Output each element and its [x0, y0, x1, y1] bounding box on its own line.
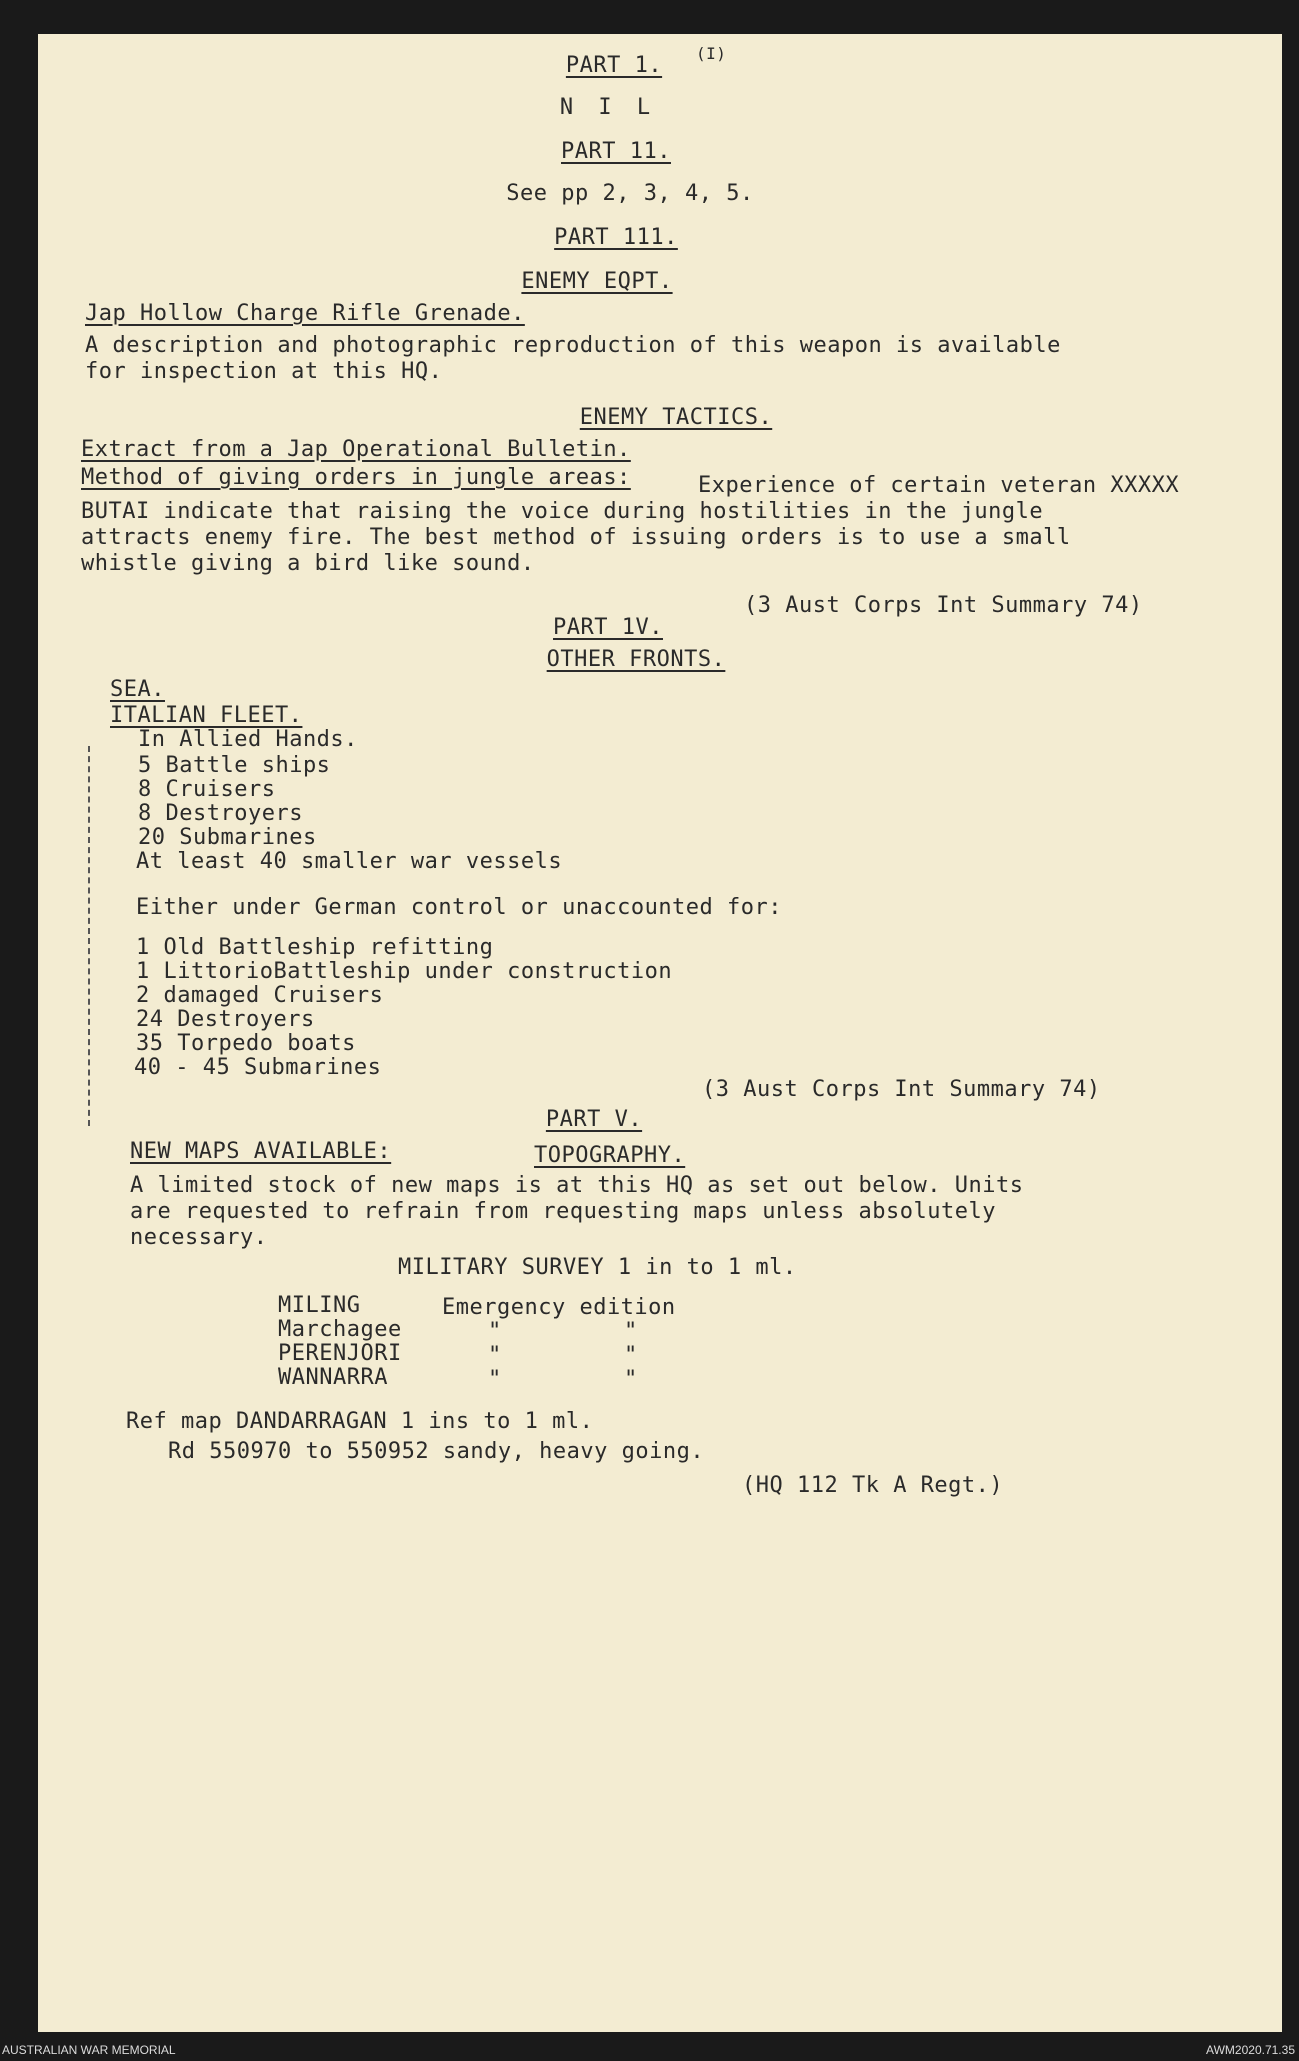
document-page	[38, 34, 1282, 2032]
german-item: 1 Old Battleship refitting	[136, 935, 494, 960]
part4-subtitle: OTHER FRONTS.	[546, 647, 726, 672]
ditto-mark: "	[624, 1367, 638, 1392]
topo-line-2: are requested to refrain from requesting maps unless absolutely	[130, 1199, 996, 1224]
tactics-line-4: whistle giving a bird like sound.	[81, 551, 535, 576]
tactics-source: (3 Aust Corps Int Summary 74)	[744, 593, 1143, 618]
method-label: Method of giving orders in jungle areas:	[81, 465, 631, 490]
allied-heading: In Allied Hands.	[138, 727, 358, 752]
enemy-tactics-subheading: Extract from a Jap Operational Bulletin.	[81, 437, 631, 462]
enemy-eqpt-line-2: for inspection at this HQ.	[85, 359, 443, 384]
part3-title: PART 111.	[554, 225, 678, 250]
topo-line-3: necessary.	[130, 1225, 268, 1250]
fleet-heading: ITALIAN FLEET.	[110, 703, 303, 728]
ditto-mark: "	[624, 1319, 638, 1344]
ditto-mark: "	[488, 1319, 502, 1344]
part2-title: PART 11.	[561, 139, 671, 164]
allied-item: 8 Cruisers	[138, 777, 276, 802]
part1-content: N I L	[559, 95, 657, 120]
ditto-mark: "	[624, 1343, 638, 1368]
topo-source: (HQ 112 Tk A Regt.)	[742, 1473, 1004, 1498]
part5-title: PART V.	[545, 1107, 643, 1132]
ditto-mark: "	[488, 1367, 502, 1392]
tactics-line-2: BUTAI indicate that raising the voice during hostilities in the jungle	[81, 499, 1044, 524]
ditto-mark: "	[488, 1343, 502, 1368]
part1-title: PART 1.	[565, 53, 663, 78]
map-name: WANNARRA	[278, 1365, 388, 1390]
ref-map: Ref map DANDARRAGAN 1 ins to 1 ml.	[126, 1409, 594, 1434]
sea-heading: SEA.	[110, 677, 165, 702]
allied-item: 5 Battle ships	[138, 753, 331, 778]
german-item: 1 LittorioBattleship under construction	[136, 959, 673, 984]
page-mark: (I)	[696, 44, 727, 63]
margin-line	[88, 746, 90, 1126]
map-name: MILING	[278, 1293, 361, 1318]
map-name: PERENJORI	[278, 1341, 402, 1366]
allied-item: 20 Submarines	[138, 825, 317, 850]
road-note: Rd 550970 to 550952 sandy, heavy going.	[168, 1439, 705, 1464]
map-name: Marchagee	[278, 1317, 402, 1342]
fleet-source: (3 Aust Corps Int Summary 74)	[702, 1077, 1101, 1102]
allied-item: At least 40 smaller war vessels	[136, 849, 563, 874]
topo-line-1: A limited stock of new maps is at this HQ as set out below. Units	[130, 1173, 1024, 1198]
part4-title: PART 1V.	[553, 615, 663, 640]
german-item: 40 - 45 Submarines	[134, 1055, 382, 1080]
footer-right: AWM2020.71.35	[1206, 2043, 1295, 2057]
german-item: 35 Torpedo boats	[136, 1031, 356, 1056]
enemy-eqpt-heading: ENEMY EQPT.	[521, 269, 673, 294]
german-heading: Either under German control or unaccounted for:	[136, 895, 783, 920]
footer-left: AUSTRALIAN WAR MEMORIAL	[2, 2043, 176, 2057]
enemy-eqpt-line-1: A description and photographic reproduction of this weapon is available	[85, 333, 1061, 358]
tactics-line-3: attracts enemy fire. The best method of issuing orders is to use a small	[81, 525, 1071, 550]
survey-heading: MILITARY SURVEY 1 in to 1 ml.	[398, 1255, 797, 1280]
enemy-tactics-heading: ENEMY TACTICS.	[579, 405, 773, 430]
tactics-line-1: Experience of certain veteran XXXXX	[698, 473, 1180, 498]
allied-item: 8 Destroyers	[138, 801, 303, 826]
part5-subtitle: TOPOGRAPHY.	[534, 1143, 686, 1168]
german-item: 24 Destroyers	[136, 1007, 315, 1032]
german-item: 2 damaged Cruisers	[136, 983, 384, 1008]
map-edition: Emergency edition	[442, 1295, 676, 1320]
maps-label: NEW MAPS AVAILABLE:	[130, 1139, 392, 1164]
enemy-eqpt-subheading: Jap Hollow Charge Rifle Grenade.	[85, 301, 525, 326]
part2-content: See pp 2, 3, 4, 5.	[506, 181, 754, 206]
